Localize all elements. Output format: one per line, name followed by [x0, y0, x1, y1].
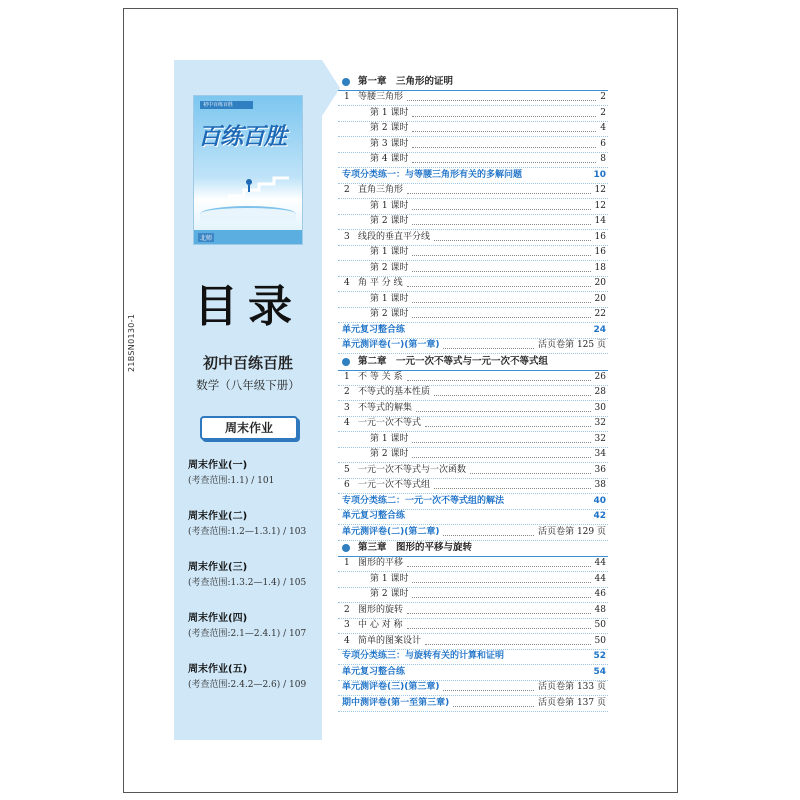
- toc-lesson[interactable]: [338, 292, 608, 308]
- chapter-bullet-icon: [342, 78, 350, 86]
- leader-dots: [407, 612, 591, 614]
- homework-title: 周末作业(三): [188, 562, 248, 573]
- homework-title: 周末作业(五): [188, 664, 248, 675]
- toc-section[interactable]: [338, 603, 608, 619]
- toc-label: 第 1 课时: [370, 107, 409, 118]
- toc-section[interactable]: [338, 276, 608, 292]
- toc-label: 第 2 课时: [370, 589, 409, 599]
- toc-page: 44: [594, 558, 606, 568]
- toc-label: 第 1 课时: [370, 433, 409, 444]
- toc-lesson[interactable]: [338, 121, 608, 137]
- toc-lesson[interactable]: [338, 587, 608, 603]
- spine-code: 21BSN0130-1: [127, 313, 136, 372]
- toc-label: 单元复习整合练: [342, 666, 406, 677]
- homework-title: 周末作业(一): [188, 460, 248, 471]
- homework-range: (考查范围:2.4.2—2.6) / 109: [188, 680, 307, 690]
- cover-tag: 北师: [200, 235, 213, 242]
- leader-dots: [412, 316, 590, 318]
- toc-page: 活页卷第 125 页: [538, 340, 606, 350]
- leader-dots: [443, 347, 534, 349]
- chapter-title: 第二章 一元一次不等式与一元一次不等式组: [358, 355, 549, 367]
- toc-lesson[interactable]: [338, 152, 608, 168]
- toc-page: 38: [594, 480, 606, 490]
- toc-page: 46: [594, 589, 606, 599]
- section-number: 5: [344, 464, 350, 475]
- leader-dots: [407, 285, 591, 287]
- toc-page: 54: [593, 666, 606, 677]
- toc-page: 活页卷第 133 页: [538, 682, 606, 692]
- leader-dots: [412, 301, 590, 303]
- toc-page: 32: [594, 433, 606, 444]
- toc-page: 26: [594, 371, 606, 382]
- toc-page: 活页卷第 129 页: [538, 526, 606, 537]
- toc-lesson[interactable]: [338, 447, 608, 463]
- toc-page: 8: [600, 154, 606, 164]
- cover-image: [193, 95, 303, 245]
- toc-page: 6: [600, 138, 606, 149]
- toc-label: 角 平 分 线: [358, 278, 403, 288]
- toc-label: 专项分类练三：与旋转有关的计算和证明: [342, 651, 505, 661]
- toc-label: 单元测评卷(三)(第三章): [342, 682, 440, 692]
- toc-label: 单元测评卷(二)(第二章): [342, 526, 440, 537]
- leader-dots: [407, 627, 591, 629]
- toc-page: 24: [593, 324, 606, 335]
- homework-item[interactable]: [188, 660, 306, 690]
- toc-section[interactable]: [338, 618, 608, 634]
- toc-label: 一元一次不等式: [358, 418, 422, 428]
- leader-dots: [434, 239, 591, 241]
- toc-page: 44: [594, 573, 606, 584]
- toc-label: 不等式的解集: [358, 402, 413, 413]
- toc-lesson[interactable]: [338, 137, 608, 153]
- leader-dots: [412, 208, 590, 210]
- leader-dots: [453, 705, 534, 707]
- toc-page: 14: [594, 216, 606, 226]
- toc-section[interactable]: [338, 416, 608, 432]
- chapter-bullet-icon: [342, 544, 350, 552]
- toc-lesson[interactable]: [338, 432, 608, 448]
- toc-label: 单元测评卷(一)(第一章): [342, 340, 440, 350]
- leader-dots: [425, 643, 591, 645]
- toc-page: 20: [594, 278, 606, 288]
- toc-label: 图形的旋转: [358, 604, 404, 615]
- toc-special[interactable]: [338, 665, 608, 681]
- toc-section[interactable]: [338, 230, 608, 246]
- toc-test[interactable]: [338, 696, 608, 712]
- toc-section[interactable]: [338, 634, 608, 650]
- toc-label: 直角三角形: [358, 185, 404, 195]
- section-number: 2: [344, 387, 350, 397]
- toc-label: 第 4 课时: [370, 154, 409, 164]
- homework-item[interactable]: [188, 507, 306, 537]
- chapter-heading[interactable]: [338, 354, 608, 371]
- toc-page: 42: [593, 511, 606, 521]
- leader-dots: [412, 254, 590, 256]
- section-number: 1: [344, 92, 350, 102]
- toc-label: 中 心 对 称: [358, 620, 403, 630]
- toc-label: 专项分类练一：与等腰三角形有关的多解问题: [342, 169, 523, 180]
- toc-special[interactable]: [338, 494, 608, 510]
- toc-page: 16: [594, 247, 606, 257]
- toc-test[interactable]: [338, 338, 608, 354]
- toc-label: 第 2 课时: [370, 449, 409, 459]
- toc-page: 50: [594, 635, 606, 646]
- leader-dots: [407, 192, 591, 194]
- leader-dots: [443, 534, 534, 536]
- toc-page: 活页卷第 137 页: [538, 697, 606, 708]
- steps-icon: [204, 174, 294, 204]
- toc-section[interactable]: [338, 370, 608, 386]
- toc-page: 50: [594, 620, 606, 630]
- toc-page: 2: [600, 92, 606, 102]
- section-number: 3: [344, 231, 350, 242]
- toc-lesson[interactable]: [338, 307, 608, 323]
- leader-dots: [425, 425, 591, 427]
- leader-dots: [416, 410, 591, 412]
- chapter-title: 第一章 三角形的证明: [358, 76, 454, 87]
- toc-page: 4: [600, 123, 606, 133]
- leader-dots: [434, 487, 591, 489]
- toc-label: 不 等 关 系: [358, 371, 403, 382]
- toc-page: 12: [594, 200, 606, 211]
- toc-section[interactable]: [338, 556, 608, 572]
- toc-special[interactable]: [338, 509, 608, 525]
- toc-page: 40: [593, 495, 606, 506]
- leader-dots: [443, 689, 534, 691]
- toc-label: 第 1 课时: [370, 200, 409, 211]
- toc-label: 线段的垂直平分线: [358, 231, 431, 242]
- section-number: 1: [344, 558, 350, 568]
- toc-label: 简单的图案设计: [358, 635, 422, 646]
- homework-item[interactable]: [188, 558, 306, 588]
- toc-label: 第 2 课时: [370, 216, 409, 226]
- section-number: 1: [344, 371, 350, 382]
- toc-label: 第 1 课时: [370, 573, 409, 584]
- toc-lesson[interactable]: [338, 261, 608, 277]
- leader-dots: [412, 270, 590, 272]
- homework-title: 周末作业(四): [188, 613, 248, 624]
- toc-label: 一元一次不等式与一次函数: [358, 464, 467, 475]
- leader-dots: [407, 99, 596, 101]
- chapter-title: 第三章 图形的平移与旋转: [358, 542, 473, 553]
- cover-series: 初中百练百胜: [200, 101, 253, 109]
- toc-lesson[interactable]: [338, 199, 608, 215]
- leader-dots: [470, 472, 591, 474]
- toc-label: 第 3 课时: [370, 138, 409, 149]
- homework-header: 周末作业: [200, 416, 298, 440]
- leader-dots: [412, 146, 596, 148]
- leader-dots: [412, 581, 590, 583]
- section-number: 2: [344, 604, 350, 615]
- leader-dots: [434, 394, 591, 396]
- toc-section[interactable]: [338, 385, 608, 401]
- toc-label: 单元复习整合练: [342, 324, 406, 335]
- leader-dots: [412, 223, 590, 225]
- toc-page: 18: [594, 262, 606, 273]
- leader-dots: [412, 441, 590, 443]
- homework-item[interactable]: [188, 609, 306, 639]
- toc-test[interactable]: [338, 525, 608, 541]
- toc-label: 第 1 课时: [370, 293, 409, 304]
- toc-special[interactable]: [338, 323, 608, 339]
- toc-lesson[interactable]: [338, 106, 608, 122]
- toc-special[interactable]: [338, 649, 608, 665]
- section-number: 6: [344, 480, 350, 490]
- homework-title: 周末作业(二): [188, 511, 248, 522]
- toc-section[interactable]: [338, 90, 608, 106]
- section-number: 4: [344, 418, 350, 428]
- toc-section[interactable]: [338, 463, 608, 479]
- leader-dots: [412, 456, 590, 458]
- book-shape: [200, 206, 296, 222]
- toc-label: 不等式的基本性质: [358, 387, 431, 397]
- toc-special[interactable]: [338, 168, 608, 184]
- toc-section[interactable]: [338, 478, 608, 494]
- toc-label: 期中测评卷(第一至第三章): [342, 697, 450, 708]
- leader-dots: [412, 596, 590, 598]
- section-number: 3: [344, 402, 350, 413]
- page-title: 目录: [194, 281, 302, 332]
- homework-item[interactable]: [188, 456, 274, 486]
- toc-label: 等腰三角形: [358, 92, 404, 102]
- toc-page: 48: [594, 604, 606, 615]
- leader-dots: [407, 379, 591, 381]
- book-name: 初中百练百胜: [202, 354, 293, 372]
- homework-range: (考查范围:1.1) / 101: [188, 476, 275, 486]
- toc-label: 一元一次不等式组: [358, 480, 431, 490]
- subject-label: 数学（八年级下册）: [196, 378, 300, 392]
- toc-label: 第 2 课时: [370, 309, 409, 319]
- toc-page: 32: [594, 418, 606, 428]
- section-number: 2: [344, 185, 350, 195]
- toc-section[interactable]: [338, 183, 608, 199]
- toc-page: 30: [594, 402, 606, 413]
- toc-label: 专项分类练二：一元一次不等式组的解法: [342, 495, 505, 506]
- toc-label: 第 1 课时: [370, 247, 409, 257]
- toc-page: 28: [594, 387, 606, 397]
- toc-lesson[interactable]: [338, 214, 608, 230]
- toc-page: 10: [593, 169, 606, 180]
- toc-page: 20: [594, 293, 606, 304]
- toc-page: 34: [594, 449, 606, 459]
- toc-page: 52: [593, 651, 606, 661]
- toc-lesson[interactable]: [338, 572, 608, 588]
- toc-label: 第 2 课时: [370, 123, 409, 133]
- toc-label: 第 2 课时: [370, 262, 409, 273]
- toc-label: 图形的平移: [358, 558, 404, 568]
- toc-page: 12: [594, 185, 606, 195]
- homework-range: (考查范围:2.1—2.4.1) / 107: [188, 629, 307, 639]
- toc-page: 36: [594, 464, 606, 475]
- chapter-heading[interactable]: [338, 74, 608, 91]
- cover-title: 百练百胜: [198, 124, 286, 150]
- leader-dots: [412, 130, 596, 132]
- toc-page: 16: [594, 231, 606, 242]
- toc-label: 单元复习整合练: [342, 511, 406, 521]
- toc-test[interactable]: [338, 680, 608, 696]
- leader-dots: [407, 565, 591, 567]
- leader-dots: [412, 115, 596, 117]
- chapter-bullet-icon: [342, 358, 350, 366]
- homework-range: (考查范围:1.3.2—1.4) / 105: [188, 578, 307, 588]
- leader-dots: [412, 161, 596, 163]
- toc-lesson[interactable]: [338, 245, 608, 261]
- chapter-heading[interactable]: [338, 540, 608, 557]
- section-number: 4: [344, 635, 350, 646]
- section-number: 4: [344, 278, 350, 288]
- homework-range: (考查范围:1.2—1.3.1) / 103: [188, 527, 307, 537]
- toc-page: 2: [600, 107, 606, 118]
- section-number: 3: [344, 620, 350, 630]
- toc-section[interactable]: [338, 401, 608, 417]
- toc-page: 22: [594, 309, 606, 319]
